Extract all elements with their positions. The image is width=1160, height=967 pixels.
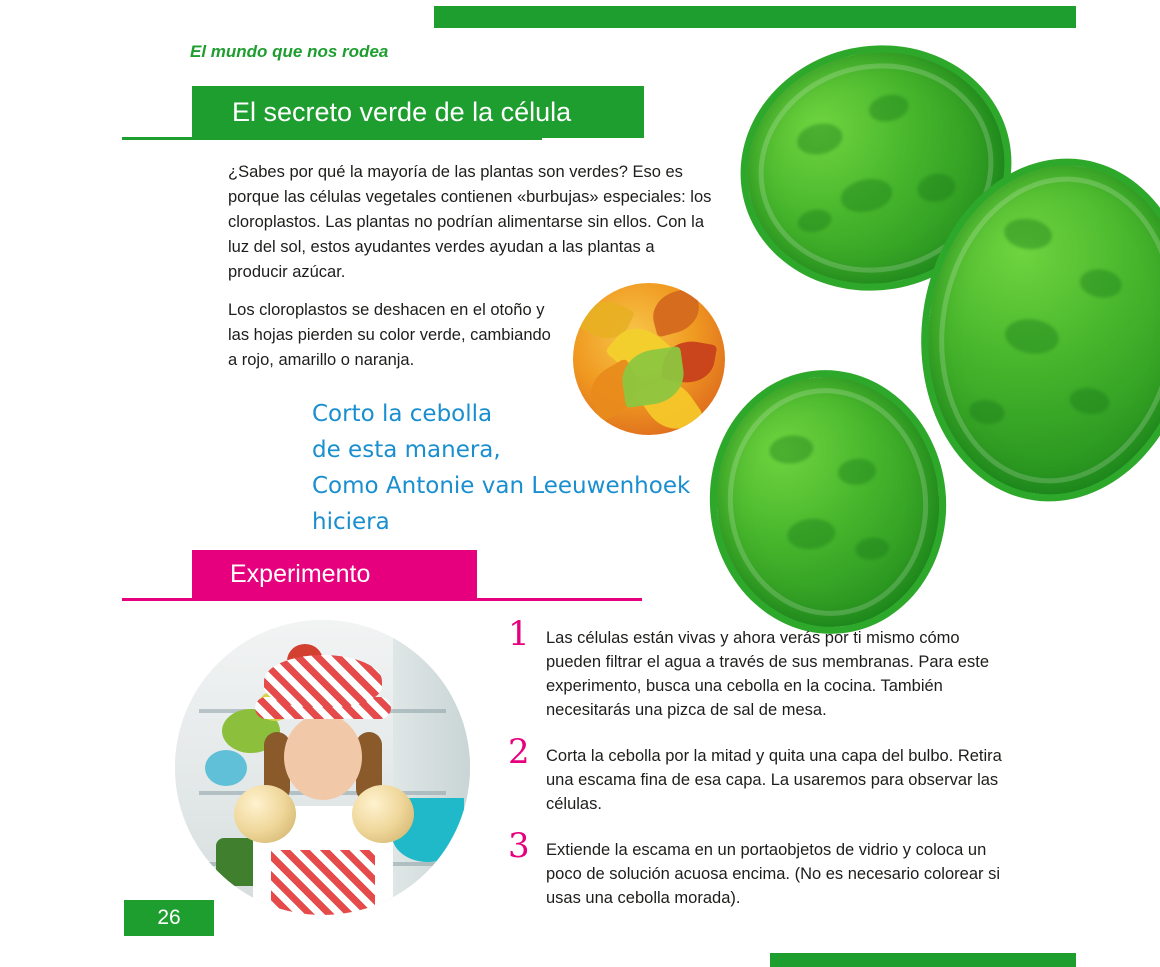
experiment-steps bbox=[508, 614, 1008, 932]
handwritten-line: hiciera bbox=[312, 509, 390, 535]
step-text: Corta la cebolla por la mitad y quita una capa del bulbo. Retira una escama fina de esa capa. La usaremos para observar las células. bbox=[546, 747, 1002, 813]
experiment-step bbox=[508, 614, 1008, 722]
handwritten-line: Corto la cebolla bbox=[312, 401, 493, 427]
page-number: 26 bbox=[157, 906, 181, 929]
handwritten-note bbox=[312, 396, 752, 540]
body-paragraph-1: ¿Sabes por qué la mayoría de las plantas son verdes? Eso es porque las células vegetales contienen «burbujas» especiales: los cloroplastos. Las plantas no podrían alimentarse sin ellos. Con la luz del sol, estos ayudantes verdes ayudan a las plantas a producir azúcar. bbox=[228, 163, 712, 281]
experiment-heading-band bbox=[192, 550, 477, 598]
experiment-heading: Experimento bbox=[230, 560, 371, 588]
page-title: El secreto verde de la célula bbox=[232, 97, 572, 127]
body-paragraph-2: Los cloroplastos se deshacen en el otoño y las hojas pierden su color verde, cambiando a rojo, amarillo o naranja. bbox=[228, 301, 551, 369]
top-green-bar bbox=[434, 6, 1076, 28]
section-kicker: El mundo que nos rodea bbox=[190, 42, 389, 61]
step-number: 1 bbox=[508, 614, 530, 654]
chloroplast-illustration bbox=[700, 30, 1100, 630]
handwritten-line: de esta manera, bbox=[312, 437, 501, 463]
girl-holding-onions-photo bbox=[175, 620, 470, 915]
page-number-badge bbox=[124, 900, 214, 936]
experiment-rule bbox=[122, 598, 642, 601]
experiment-step bbox=[508, 826, 1008, 910]
page-title-band bbox=[192, 86, 644, 138]
step-text: Extiende la escama en un portaobjetos de vidrio y coloca un poco de solución acuosa encima. (No es necesario colorear si usas una cebolla morada). bbox=[546, 841, 1000, 907]
experiment-step bbox=[508, 732, 1008, 816]
handwritten-line: Como Antonie van Leeuwenhoek bbox=[312, 473, 691, 499]
step-text: Las células están vivas y ahora verás por ti mismo cómo pueden filtrar el agua a través de sus membranas. Para este experimento, busca una cebolla en la cocina. También necesitarás una pizca de sal de mesa. bbox=[546, 629, 989, 719]
bottom-green-bar bbox=[770, 953, 1076, 967]
step-number: 2 bbox=[508, 732, 530, 772]
step-number: 3 bbox=[508, 826, 530, 866]
